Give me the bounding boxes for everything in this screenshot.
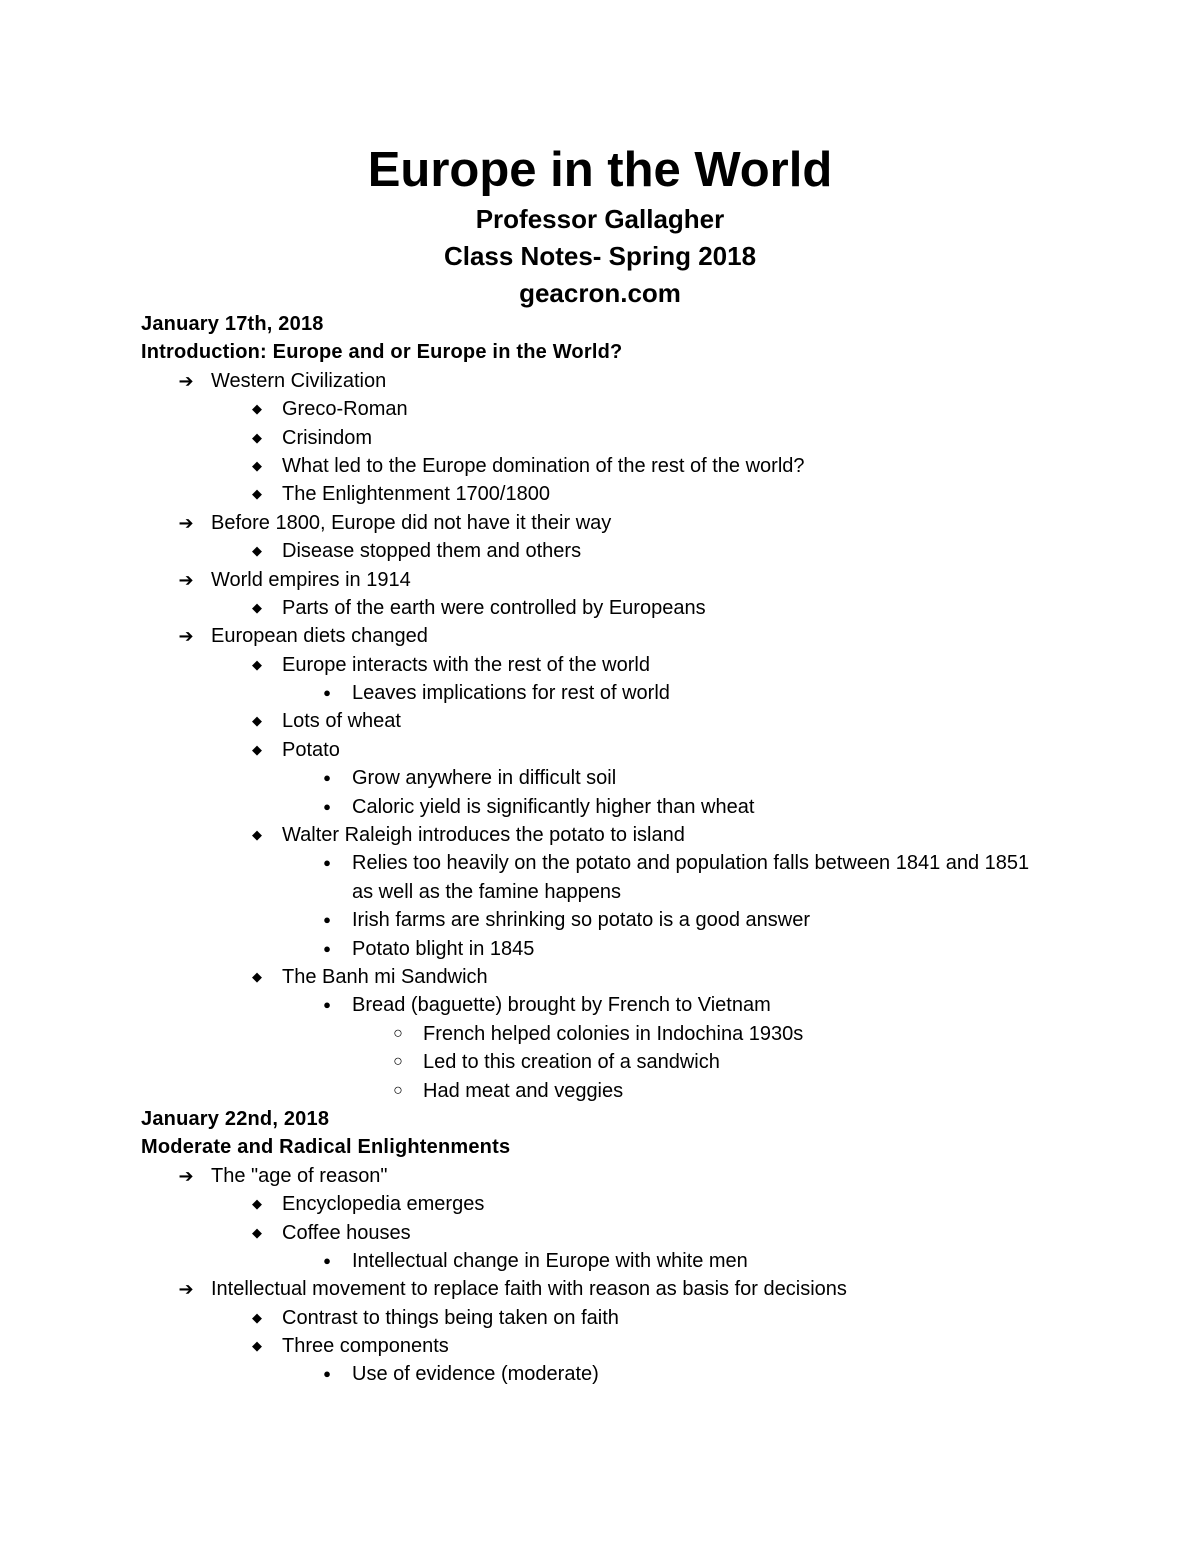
dot-bullet-icon: ● xyxy=(323,1366,331,1382)
arrow-bullet-icon: ➔ xyxy=(178,1279,194,1300)
arrow-bullet-icon: ➔ xyxy=(178,512,194,533)
diamond-bullet-icon: ◆ xyxy=(252,1196,262,1212)
list-item: ◆ Walter Raleigh introduces the potato to island xyxy=(141,821,1141,849)
list-item: ◆ Greco-Roman xyxy=(141,395,1141,423)
list-item: ● Bread (baguette) brought by French to Vietnam xyxy=(141,991,1141,1019)
diamond-bullet-icon: ◆ xyxy=(252,1309,262,1325)
diamond-bullet-icon: ◆ xyxy=(252,969,262,984)
course-term: Class Notes- Spring 2018 xyxy=(443,241,757,271)
list-item: ◆ The Enlightenment 1700/1800 xyxy=(141,480,1141,508)
arrow-bullet-icon: ➔ xyxy=(178,370,194,391)
list-item: ◆ Three components xyxy=(141,1332,1141,1360)
professor-name: Professor Gallagher xyxy=(475,204,725,234)
diamond-bullet-icon: ◆ xyxy=(252,713,262,729)
arrow-bullet-icon: ➔ xyxy=(178,626,194,647)
diamond-bullet-icon: ◆ xyxy=(252,741,262,757)
diamond-bullet-icon: ◆ xyxy=(252,457,262,473)
list-item: ◆ What led to the Europe domination of the rest of the world? xyxy=(141,452,1141,480)
section-topic: Moderate and Radical Enlightenments xyxy=(141,1136,511,1159)
arrow-bullet-icon: ➔ xyxy=(178,1165,194,1186)
dot-bullet-icon: ● xyxy=(323,912,331,928)
list-item: ◆ Coffee houses xyxy=(141,1219,1141,1247)
list-item: ◆ Europe interacts with the rest of the world xyxy=(141,651,1141,679)
dot-bullet-icon: ● xyxy=(323,940,331,956)
list-item: ● Irish farms are shrinking so potato is a good answer xyxy=(141,906,1141,934)
section-topic: Introduction: Europe and or Europe in the World? xyxy=(141,341,623,364)
list-item: ◆ The Banh mi Sandwich xyxy=(141,963,1141,991)
list-item: ◆ Crisindom xyxy=(141,424,1141,452)
circle-bullet-icon: ○ xyxy=(393,1024,403,1042)
section-date: January 17th, 2018 xyxy=(141,313,324,335)
dot-bullet-icon: ● xyxy=(323,997,331,1013)
list-item: ◆ Lots of wheat xyxy=(141,707,1141,735)
list-item: ➔ Western Civilization xyxy=(141,367,1141,395)
section-date: January 22nd, 2018 xyxy=(141,1107,330,1130)
list-item: ● Caloric yield is significantly higher than wheat xyxy=(141,793,1141,821)
list-item: ○ Had meat and veggies xyxy=(141,1077,1141,1105)
website-reference: geacron.com xyxy=(519,278,681,308)
dot-bullet-icon: ● xyxy=(323,855,331,871)
list-item: ● Potato blight in 1845 xyxy=(141,935,1141,963)
diamond-bullet-icon: ◆ xyxy=(252,486,262,502)
list-item: ➔ Before 1800, Europe did not have it their way xyxy=(141,509,1141,537)
diamond-bullet-icon: ◆ xyxy=(252,599,262,615)
list-item: ◆ Potato xyxy=(141,736,1141,764)
list-item: ◆ Parts of the earth were controlled by Europeans xyxy=(141,594,1141,622)
list-item: ➔ Intellectual movement to replace faith with reason as basis for decisions xyxy=(141,1275,1141,1303)
diamond-bullet-icon: ◆ xyxy=(252,827,262,843)
list-item: ➔ World empires in 1914 xyxy=(141,566,1141,594)
diamond-bullet-icon: ◆ xyxy=(252,656,262,672)
circle-bullet-icon: ○ xyxy=(393,1053,403,1071)
document-title: Europe in the World xyxy=(367,143,833,197)
list-item: ● Grow anywhere in difficult soil xyxy=(141,764,1141,792)
diamond-bullet-icon: ◆ xyxy=(252,401,262,417)
list-item: ● Intellectual change in Europe with white men xyxy=(141,1247,1141,1275)
diamond-bullet-icon: ◆ xyxy=(252,429,262,445)
notes-body xyxy=(141,310,1141,1389)
list-item: ◆ Disease stopped them and others xyxy=(141,537,1141,565)
diamond-bullet-icon: ◆ xyxy=(252,1338,262,1354)
list-item: ○ Led to this creation of a sandwich xyxy=(141,1048,1141,1076)
list-item: ● Relies too heavily on the potato and population falls between 1841 and 1851 as well as the famine happens xyxy=(141,849,1141,906)
list-item: ◆ Encyclopedia emerges xyxy=(141,1190,1141,1218)
diamond-bullet-icon: ◆ xyxy=(252,1224,262,1240)
list-item: ◆ Contrast to things being taken on faith xyxy=(141,1304,1141,1332)
diamond-bullet-icon: ◆ xyxy=(252,543,262,559)
arrow-bullet-icon: ➔ xyxy=(178,569,194,590)
dot-bullet-icon: ● xyxy=(323,1252,331,1268)
list-item: ➔ European diets changed xyxy=(141,622,1141,650)
dot-bullet-icon: ● xyxy=(323,770,331,786)
list-item: ○ French helped colonies in Indochina 1930s xyxy=(141,1020,1141,1048)
list-item: ● Use of evidence (moderate) xyxy=(141,1360,1141,1388)
list-item: ● Leaves implications for rest of world xyxy=(141,679,1141,707)
dot-bullet-icon: ● xyxy=(323,798,331,814)
dot-bullet-icon: ● xyxy=(323,685,331,701)
list-item: ➔ The "age of reason" xyxy=(141,1162,1141,1190)
circle-bullet-icon: ○ xyxy=(393,1081,403,1099)
